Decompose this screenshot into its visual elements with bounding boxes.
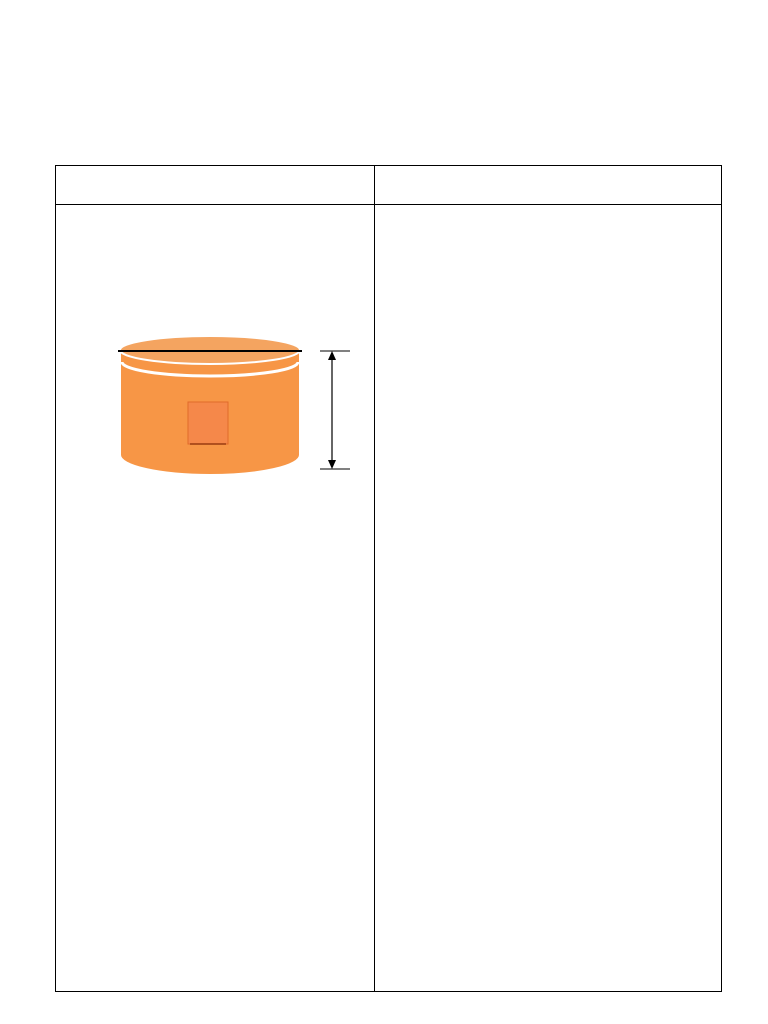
label-box: [188, 402, 228, 444]
cylinder-figure: [110, 330, 360, 480]
column-divider: [374, 165, 375, 992]
arrow-head-down: [328, 460, 336, 469]
arrow-head-up: [328, 351, 336, 360]
question-answer-table: [55, 165, 722, 992]
cylinder-diagram: [110, 330, 360, 480]
header-divider: [55, 204, 722, 205]
